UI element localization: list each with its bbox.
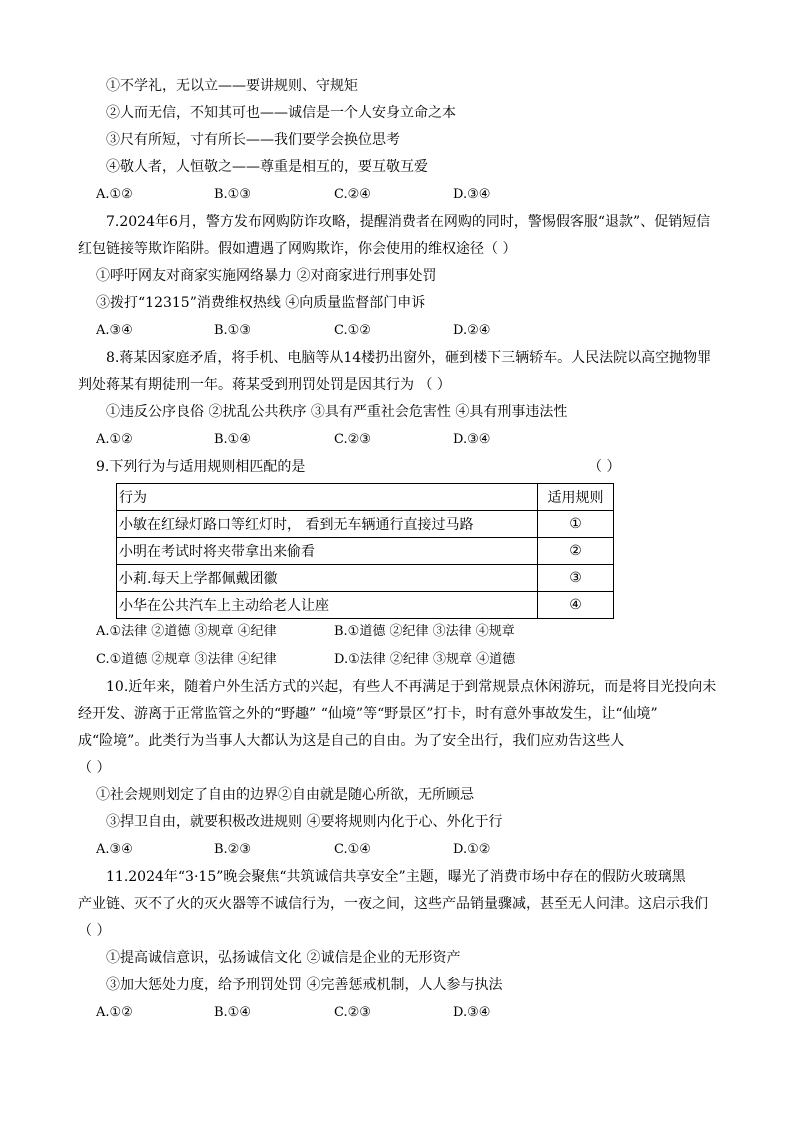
q11-option-d: D.③④: [453, 1005, 491, 1020]
table-row: [117, 592, 614, 619]
table-cell-behavior: 小华在公共汽车上主动给老人让座: [117, 592, 538, 619]
q7-option-a: A.③④: [96, 323, 133, 338]
q8-option-c: C.②③: [334, 432, 371, 447]
q11-option-b: B.①④: [214, 1005, 251, 1020]
q8-option-a: A.①②: [96, 432, 133, 447]
q11-stem-line-2: 产业链、灭不了火的灭火器等不诚信行为，一夜之间，这些产品销量骤减，甚至无人问津。这启示我们: [78, 896, 708, 912]
q10-stem-line-3: 成“险境”。此类行为当事人大都认为这是自己的自由。为了安全出行，我们应劝告这些人: [78, 733, 625, 749]
q10-option-d: D.①②: [453, 842, 491, 857]
q11-statements-line-1: ①提高诚信意识，弘扬诚信文化 ②诚信是企业的无形资产: [106, 950, 461, 966]
q9-option-a: A.①法律 ②道德 ③规章 ④纪律: [96, 624, 277, 639]
q6-option-b: B.①③: [214, 187, 251, 202]
q7-statements-line-2: ③拨打“12315”消费维权热线 ④向质量监督部门申诉: [96, 295, 426, 311]
q8-option-b: B.①④: [214, 432, 251, 447]
q7-option-c: C.①②: [334, 323, 371, 338]
q8-stem-line-1: 8.蒋某因家庭矛盾，将手机、电脑等从14楼扔出窗外，砸到楼下三辆轿车。人民法院以高空抛物罪: [106, 350, 712, 366]
q9-option-c: C.①道德 ②规章 ③法律 ④纪律: [96, 652, 277, 667]
table-row: [117, 511, 614, 538]
table-header-rule: 适用规则: [538, 484, 614, 511]
q8-option-d: D.③④: [453, 432, 491, 447]
q9-stem: 9.下列行为与适用规则相匹配的是: [96, 459, 306, 475]
q6-statement-2: ②人而无信，不知其可也——诚信是一个人安身立命之本: [106, 105, 456, 121]
table-row: [117, 565, 614, 592]
table-cell-behavior: 小敏在红绿灯路口等红灯时， 看到无车辆通行直接过马路: [117, 511, 538, 538]
table-cell-rule: ②: [538, 538, 614, 565]
table-cell-rule: ①: [538, 511, 614, 538]
q7-stem-line-2: 红包链接等欺诈陷阱。假如遭遇了网购欺诈，你会使用的维权途径（ ）: [78, 241, 517, 257]
table-row: [117, 538, 614, 565]
q11-statements-line-2: ③加大惩处力度，给予刑罚处罚 ④完善惩戒机制，人人参与执法: [106, 977, 503, 993]
rules-table: [116, 483, 614, 619]
q6-statement-3: ③尺有所短，寸有所长——我们要学会换位思考: [106, 132, 400, 148]
table-header-row: [117, 484, 614, 511]
q7-stem-line-1: 7.2024年6月，警方发布网购防诈攻略，提醒消费者在网购的同时，警惕假客服“退款”、促销短信: [106, 214, 711, 230]
q10-option-a: A.③④: [96, 842, 133, 857]
q9-answer-paren: （ ）: [588, 459, 621, 475]
q10-stem-line-1: 10.近年来，随着户外生活方式的兴起，有些人不再满足于到常规景点休闲游玩，而是将目光投向未: [106, 679, 717, 695]
q10-statements-line-1: ①社会规则划定了自由的边界②自由就是随心所欲，无所顾忌: [96, 787, 474, 803]
q11-answer-paren: （ ）: [78, 923, 111, 939]
q9-option-d: D.①法律 ②纪律 ③规章 ④道德: [334, 652, 516, 667]
q10-option-c: C.①④: [334, 842, 371, 857]
q10-option-b: B.②③: [214, 842, 251, 857]
q6-statement-4: ④敬人者，人恒敬之——尊重是相互的，要互敬互爱: [106, 159, 428, 175]
q8-statements: ①违反公序良俗 ②扰乱公共秩序 ③具有严重社会危害性 ④具有刑事违法性: [106, 404, 568, 420]
q10-answer-paren: （ ）: [78, 760, 111, 776]
q7-statements-line-1: ①呼吁网友对商家实施网络暴力 ②对商家进行刑事处罚: [96, 268, 437, 284]
table-cell-behavior: 小明在考试时将夹带拿出来偷看: [117, 538, 538, 565]
table-cell-rule: ③: [538, 565, 614, 592]
table-header-behavior: 行为: [117, 484, 538, 511]
table-cell-rule: ④: [538, 592, 614, 619]
table-cell-behavior: 小莉.每天上学都佩戴团徽: [117, 565, 538, 592]
q10-stem-line-2: 经开发、游离于正常监管之外的“野趣” “仙境”等“野景区”打卡，时有意外事故发生，让“仙境”: [78, 706, 658, 722]
q9-option-b: B.①道德 ②纪律 ③法律 ④规章: [334, 624, 515, 639]
q8-stem-line-2: 判处蒋某有期徒刑一年。蒋某受到刑罚处罚是因其行为 （ ）: [78, 377, 451, 393]
q11-stem-line-1: 11.2024年“3·15”晚会聚焦“共筑诚信共享安全”主题，曝光了消费市场中存在的假防火玻璃黑: [106, 869, 686, 885]
q6-option-d: D.③④: [453, 187, 491, 202]
q11-option-c: C.②③: [334, 1005, 371, 1020]
q10-statements-line-2: ③捍卫自由，就要积极改进规则 ④要将规则内化于心、外化于行: [106, 814, 503, 830]
q7-option-d: D.②④: [453, 323, 491, 338]
q6-option-c: C.②④: [334, 187, 371, 202]
q6-statement-1: ①不学礼，无以立——要讲规则、守规矩: [106, 78, 358, 94]
q6-option-a: A.①②: [96, 187, 133, 202]
q11-option-a: A.①②: [96, 1005, 133, 1020]
q7-option-b: B.①③: [214, 323, 251, 338]
